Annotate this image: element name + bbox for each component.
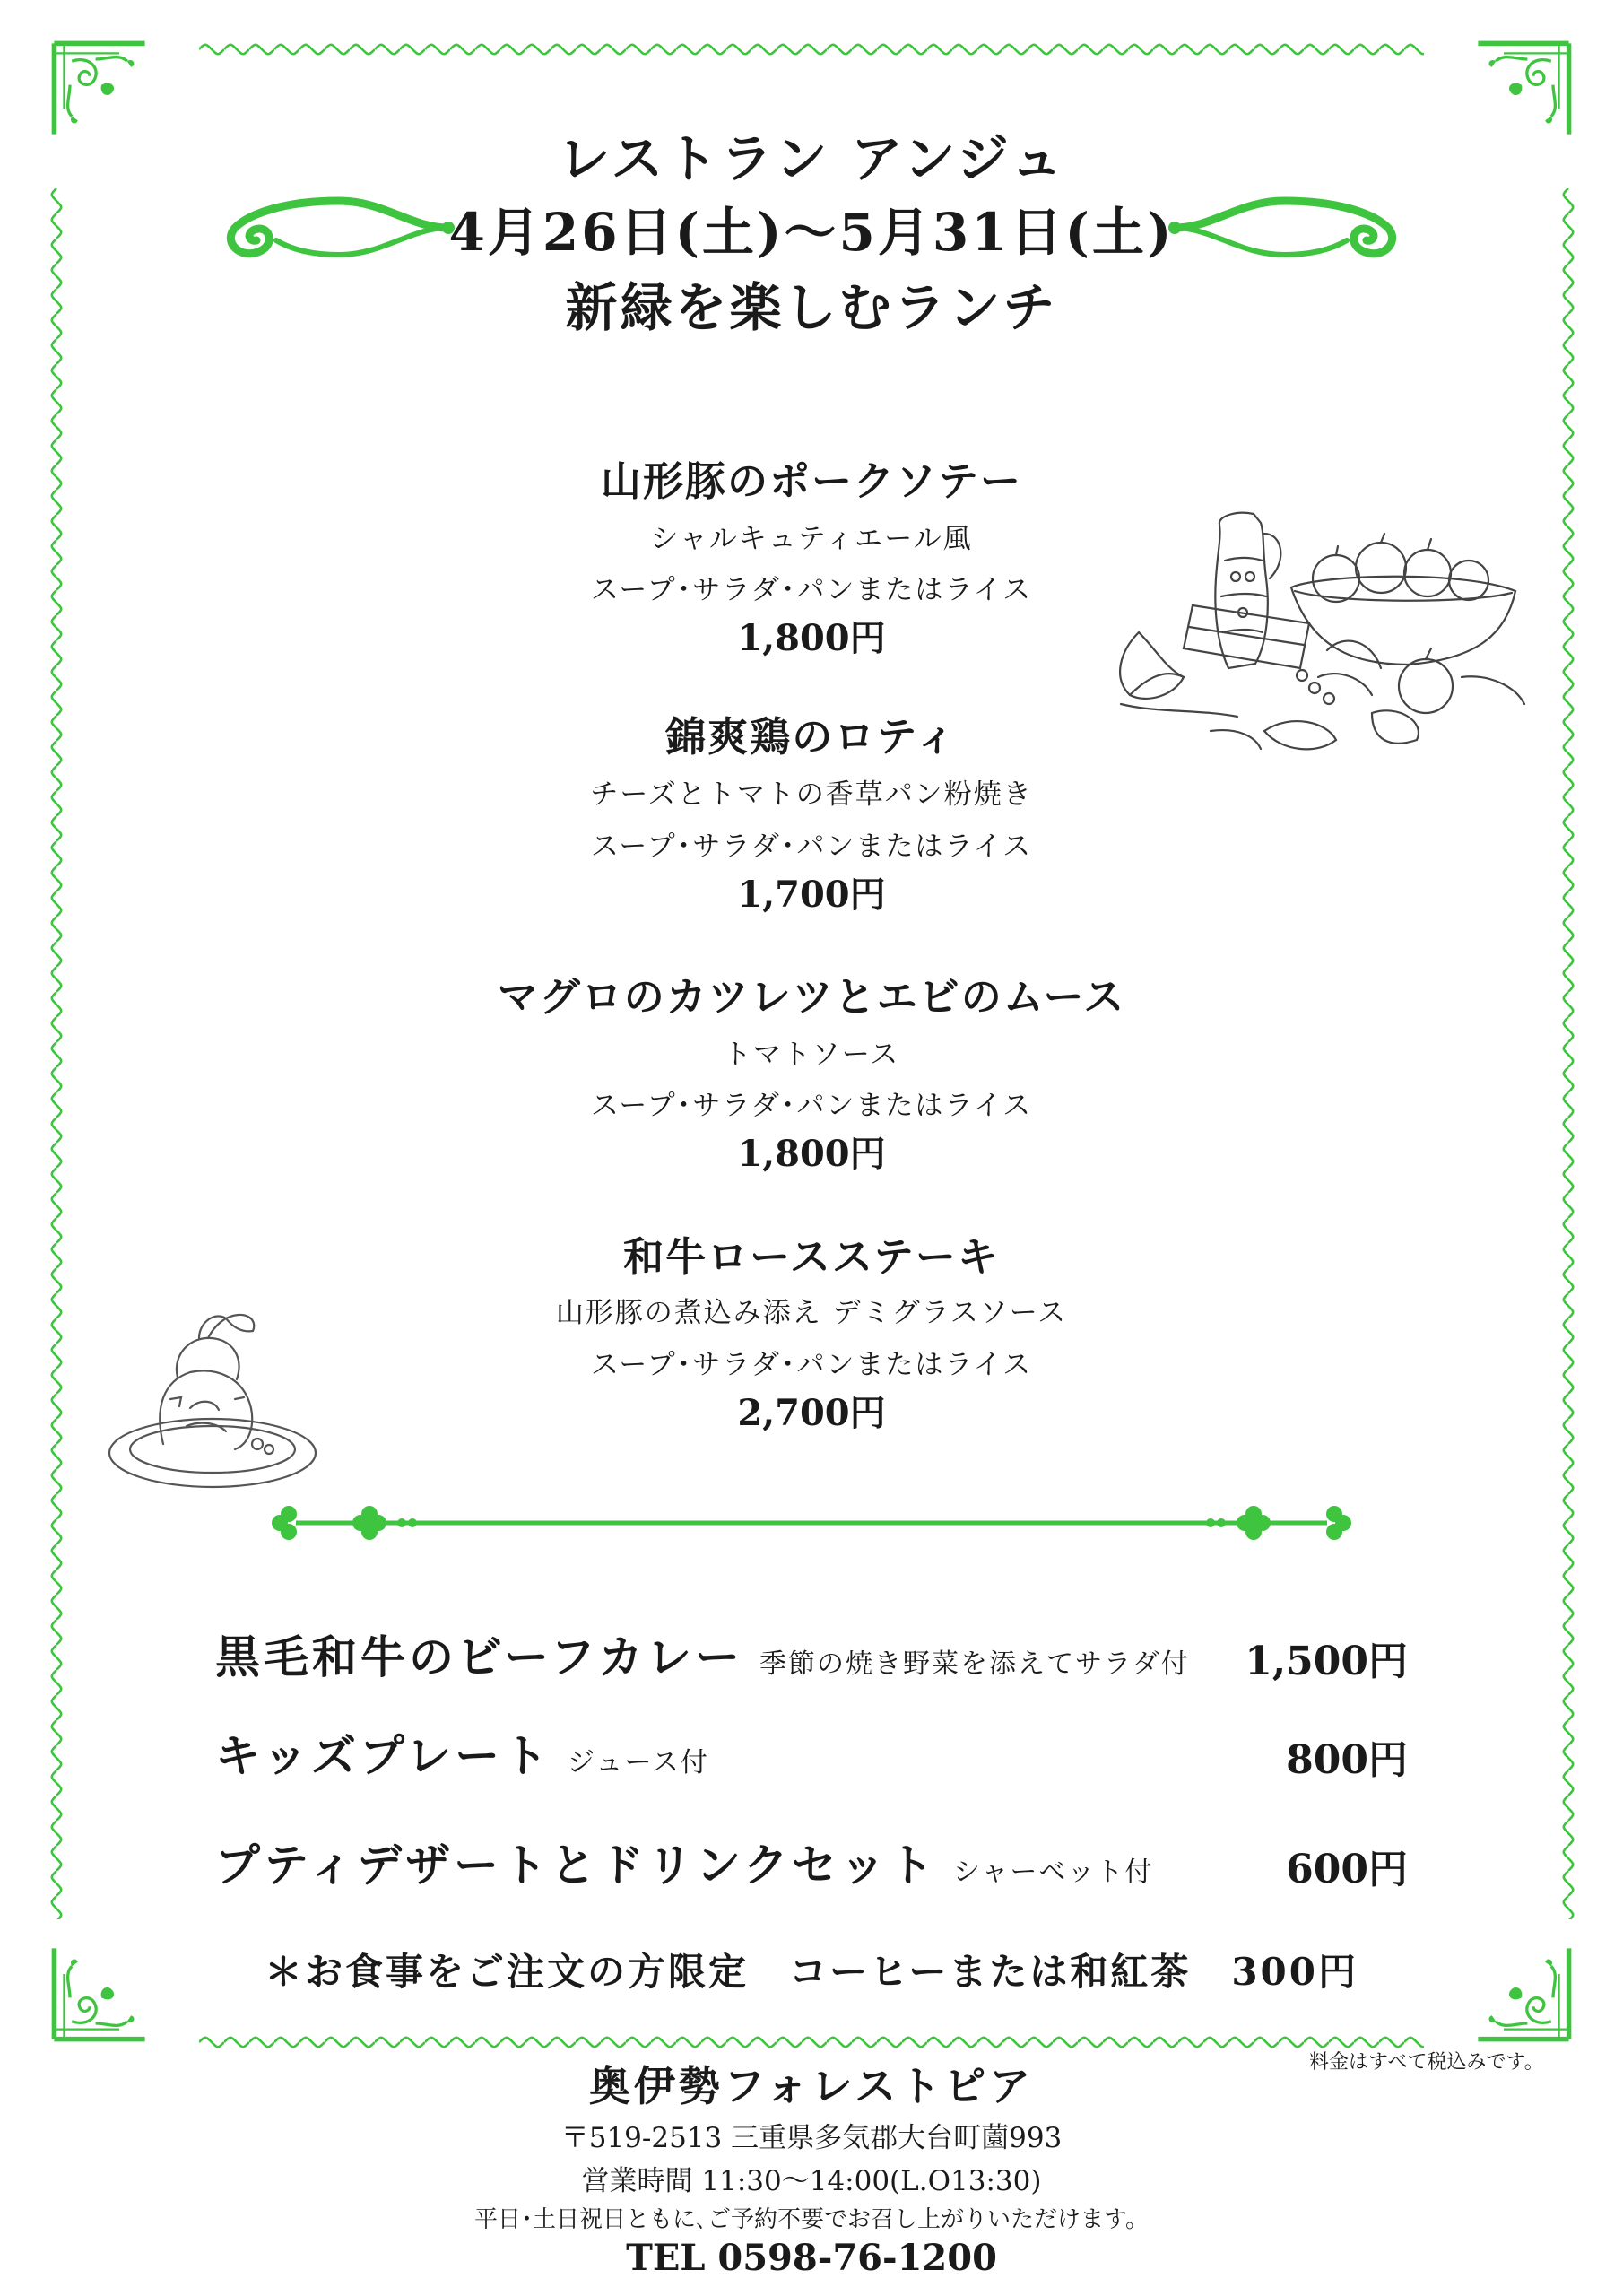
extra-item-name: キッズプレート (215, 1729, 551, 1782)
menu-item-description: 山形豚の煮込み添え デミグラスソース (555, 1297, 1068, 1329)
extra-item-name: 黒毛和牛のビーフカレー (215, 1631, 743, 1683)
drink-note: ＊お食事をご注文の方限定 コーヒーまたは和紅茶 300円 (265, 1950, 1358, 1994)
clover-divider (269, 1496, 1354, 1550)
menu-item-price: 2,700円 (737, 1392, 886, 1434)
extra-item-row (215, 1622, 1408, 1684)
menu-item-name: マグロのカツレツとエビのムース (497, 973, 1126, 1021)
menu-item-name: 山形豚のポークソテー (600, 457, 1022, 505)
extra-item-row (215, 1830, 1408, 1892)
extra-item-price: 1,500円 (1245, 1639, 1408, 1684)
business-hours: 営業時間 11:30〜14:00(L.O13:30) (581, 2165, 1042, 2197)
date-range: 4月26日(土)〜5月31日(土) (448, 202, 1175, 263)
bottom-border-wave (199, 2036, 1424, 2048)
menu-item-name: 和牛ロースステーキ (623, 1233, 1000, 1281)
facility-name: 奥伊勢フォレストピア (588, 2062, 1035, 2110)
telephone-number: TEL 0598-76-1200 (626, 2237, 997, 2279)
menu-item-sides: スープ･サラダ･パンまたはライス (590, 574, 1033, 606)
extra-item-note: シャーベット付 (953, 1857, 1154, 1888)
tax-note: 料金はすべて税込みです。 (1309, 2051, 1544, 2074)
menu-item-price: 1,800円 (737, 617, 886, 659)
menu-item-sides: スープ･サラダ･パンまたはライス (590, 1090, 1033, 1122)
menu-item-sides: スープ･サラダ･パンまたはライス (590, 831, 1033, 863)
reservation-notice: 平日･土日祝日ともに､ご予約不要でお召し上がりいただけます。 (474, 2206, 1149, 2233)
facility-address: 〒519-2513 三重県多気郡大台町薗993 (560, 2122, 1063, 2154)
extra-item-note: 季節の焼き野菜を添えてサラダ付 (759, 1648, 1190, 1680)
menu-item-description: トマトソース (723, 1039, 900, 1071)
menu-item-price: 1,800円 (737, 1133, 886, 1175)
extra-item-name: プティデザートとドリンクセット (215, 1839, 937, 1892)
extra-item-note: ジュース付 (568, 1747, 709, 1779)
menu-item-name: 錦爽鶏のロティ (665, 713, 958, 761)
menu-item-price: 1,700円 (737, 874, 886, 916)
menu-subtitle: 新緑を楽しむランチ (565, 277, 1058, 338)
extra-item-price: 600円 (1286, 1847, 1408, 1892)
dessert-plate-illustration (100, 1292, 325, 1507)
restaurant-name: レストラン アンジュ (558, 128, 1065, 189)
menu-item-description: チーズとトマトの香草パン粉焼き (590, 778, 1033, 811)
still-life-illustration (1103, 498, 1533, 767)
extra-item-row (215, 1720, 1408, 1783)
menu-item-description: シャルキュティエール風 (650, 523, 973, 555)
menu-item-sides: スープ･サラダ･パンまたはライス (590, 1349, 1033, 1381)
top-border-wave (199, 43, 1424, 56)
extra-item-price: 800円 (1286, 1737, 1408, 1783)
